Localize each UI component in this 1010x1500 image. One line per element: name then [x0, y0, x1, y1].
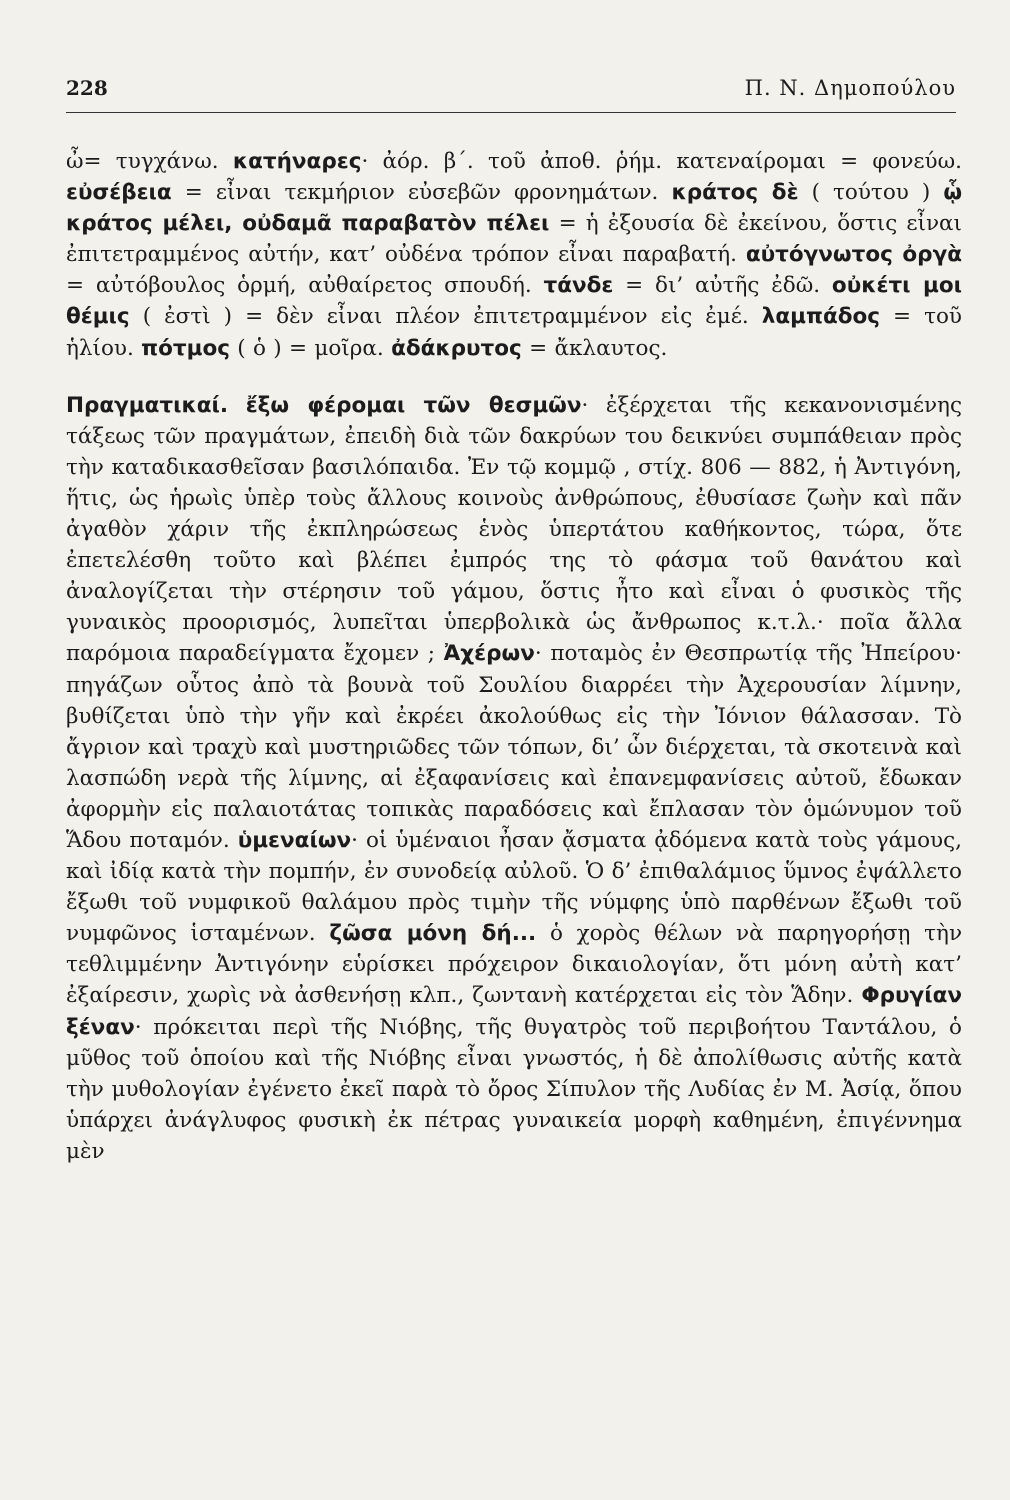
gloss-text: · ἀόρ. β΄. τοῦ ἀποθ. ῥήμ. κατεναίρομαι = φονεύω. [361, 149, 962, 174]
gloss-text: = ἡ ἐξουσία δὲ ἐκείνου, ὅστις εἶναι ἐπιτετραμμένος αὐτήν, κατ’ οὐδένα τρόπον εἶναι παραβατή. [66, 211, 962, 268]
lemma-term: εὐσέβεια [66, 180, 172, 206]
lemma-term: κράτος δὲ [671, 180, 799, 206]
lemma-term: τάνδε [543, 273, 614, 299]
paragraph-pragmatikai [66, 390, 962, 1167]
gloss-text: = εἶναι τεκμήριον εὐσεβῶν φρονημάτων. [171, 180, 672, 206]
paragraph-glossary [66, 146, 962, 364]
gloss-text: · πρόκειται περὶ τῆς Νιόβης, τῆς θυγατρὸς τοῦ περιβοήτου Ταντάλου, ὁ μῦθος τοῦ ὁποίου καὶ τῆς Νιόβης εἶναι γνωστός, ἡ δὲ ἀπολίθωσις αὐτῆς κατὰ τὴν μυθολογίαν ἐγένετο ἐκεῖ παρὰ τὸ ὄρος Σίπυλον τῆς Λυδίας ἐν Μ. Ἀσίᾳ, ὅπου ὑπάρχει ἀνάγλυφος φυσικὴ ἐκ πέτρας γυναικεία μορφὴ καθημένη, ἐπιγέννημα μὲν [66, 1014, 962, 1164]
lemma-term: ἔξω φέρομαι τῶν θεσμῶν [245, 392, 582, 418]
lemma-term: λαμπάδος [761, 304, 881, 330]
page-body [66, 146, 962, 1167]
gloss-text: ὦ= τυγχάνω. [66, 149, 233, 174]
lemma-term: ὑμεναίων [237, 827, 352, 853]
lemma-term: Πραγματικαί. [66, 392, 229, 418]
gloss-text [228, 393, 246, 418]
lemma-term: ἀδάκρυτος [391, 335, 522, 361]
gloss-text: = τοῦ ἡλίου. [66, 304, 963, 361]
page-number: 228 [66, 76, 108, 100]
gloss-text: ( τούτου ) [798, 180, 944, 206]
gloss-text: · ἐξέρχεται τῆς κεκανονισμένης τάξεως τῶν πραγμάτων, ἐπειδὴ διὰ τῶν δακρύων του δεικνύει συμπάθειαν πρὸς τὴν καταδικασθεῖσαν βασιλόπαιδα. Ἐν τῷ κομμῷ , στίχ. 806 — 882, ἡ Ἀντιγόνη, ἥτις, ὡς ἡρωὶς ὑπὲρ τοὺς ἄλλους κοινοὺς ἀνθρώπους, ἐθυσίασε ζωὴν καὶ πᾶν ἀγαθὸν χάριν τῆς ἐκπληρώσεως ἑνὸς ὑπερτάτου καθήκοντος, τώρα, ὅτε ἐπετελέσθη τοῦτο καὶ βλέπει ἐμπρός της τὸ φάσμα τοῦ θανάτου καὶ ἀναλογίζεται τὴν στέρησιν τοῦ γάμου, ὅστις ἦτο καὶ εἶναι ὁ φυσικὸς τῆς γυναικὸς προορισμός, λυπεῖται ὑπερβολικὰ ὡς ἄνθρωπος κ.τ.λ.· ποῖα ἄλλα παρόμοια παραδείγματα ἔχομεν ; [66, 392, 962, 667]
lemma-term: κατήναρες [232, 149, 362, 174]
lemma-term: ζῶσα μόνη δή... [329, 921, 537, 947]
page-header [66, 72, 956, 108]
gloss-text: ( ὁ ) = μοῖρα. [229, 335, 392, 361]
lemma-term: οὐκέτι μοι θέμις [66, 273, 962, 330]
gloss-text: = αὐτόβουλος ὁρμή, αὐθαίρετος σπουδή. [66, 273, 544, 299]
gloss-text: · ποταμὸς ἐν Θεσπρωτίᾳ τῆς Ἠπείρου· πηγάζων οὗτος ἀπὸ τὰ βουνὰ τοῦ Σουλίου διαρρέει τὴν Ἀχερουσίαν λίμνην, βυθίζεται ὑπὸ τὴν γῆν καὶ ἐκρέει ἀκολούθως εἰς τὴν Ἰόνιον θάλασσαν. Τὸ ἄγριον καὶ τραχὺ καὶ μυστηριῶδες τῶν τόπων, δι’ ὧν διέρχεται, τὰ σκοτεινὰ καὶ λασπώδη νερὰ τῆς λίμνης, αἱ ἐξαφανίσεις καὶ ἐπανεμφανίσεις αὐτοῦ, ἔδωκαν ἀφορμὴν εἰς παλαιοτάτας τοπικὰς παραδόσεις καὶ ἔπλασαν τὸν ὁμώνυμον τοῦ Ἅδου ποταμόν. [66, 641, 962, 853]
lemma-term: αὐτόγνωτος ὀργὰ [745, 242, 962, 268]
gloss-text: ὁ χορὸς θέλων νὰ παρηγορήσῃ τὴν τεθλιμμένην Ἀντιγόνην εὑρίσκει πρόχειρον δικαιολογίαν, ὅτι μόνη αὐτὴ κατ’ ἐξαίρεσιν, χωρὶς νὰ ἀσθενήσῃ κλπ., ζωντανὴ κατέρχεται εἰς τὸν Ἅδην. [66, 921, 963, 1009]
gloss-text: · οἱ ὑμέναιοι ἦσαν ᾄσματα ᾀδόμενα κατὰ τοὺς γάμους, καὶ ἰδίᾳ κατὰ τὴν πομπήν, ἐν συνοδείᾳ αὐλοῦ. Ὁ δ’ ἐπιθαλάμιος ὕμνος ἐψάλλετο ἔξωθι τοῦ νυμφικοῦ θαλάμου πρὸς τιμὴν τῆς νύμφης ὑπὸ παρθένων ἔξωθι τοῦ νυμφῶνος ἱσταμένων. [66, 827, 962, 947]
gloss-text: = ἄκλαυτος. [521, 335, 668, 361]
gloss-text: = δι’ αὐτῆς ἐδῶ. [613, 273, 832, 299]
lemma-term: Φρυγίαν ξέναν [66, 983, 962, 1040]
gloss-text: ( ἐστὶ ) = δὲν εἶναι πλέον ἐπιτετραμμένον εἰς ἐμέ. [129, 304, 762, 330]
header-rule [66, 112, 956, 113]
running-title: Π. Ν. Δημοπούλου [744, 76, 956, 100]
lemma-term: Ἀχέρων [443, 641, 535, 667]
lemma-term: ᾧ κράτος μέλει, οὐδαμᾶ παραβατὸν πέλει [66, 180, 962, 237]
lemma-term: πότμος [141, 335, 230, 361]
